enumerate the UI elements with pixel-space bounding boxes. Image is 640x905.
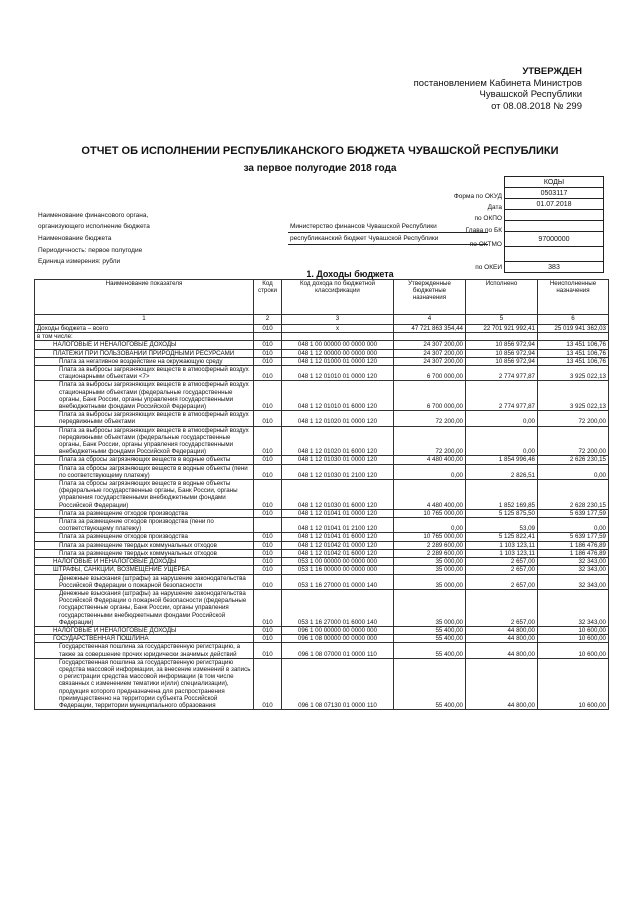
cell-approved: 72 200,00 xyxy=(394,426,466,456)
cell-name: Плата за размещение отходов производства xyxy=(35,533,254,541)
cell-approved: 2 289 600,00 xyxy=(394,541,466,549)
cell-unexecuted: 13 451 106,76 xyxy=(538,357,609,365)
cell-approved: 24 307 200,00 xyxy=(394,341,466,349)
org-label-2: организующего исполнение бюджета xyxy=(38,223,150,230)
table-row xyxy=(35,456,609,464)
cell-executed: 44 800,00 xyxy=(466,643,538,658)
cell-unexecuted: 13 451 106,76 xyxy=(538,341,609,349)
cell-executed: 2 657,00 xyxy=(466,558,538,566)
cell-approved: 55 400,00 xyxy=(394,626,466,634)
cell-executed: 10 856 972,94 xyxy=(466,341,538,349)
cell-row-code: 010 xyxy=(254,509,282,517)
col-number: 5 xyxy=(466,315,538,325)
cell-unexecuted: 5 639 177,59 xyxy=(538,533,609,541)
cell-approved: 24 307 200,00 xyxy=(394,357,466,365)
table-row xyxy=(35,558,609,566)
cell-kbk: 048 1 12 00000 00 0000 000 xyxy=(282,349,394,357)
cell-name: Плата за выбросы загрязняющих веществ в атмосферный воздух стационарными объектами (федеральные государственные органы, Банк России, органы управления государственными внебюджетными фондами Российской Федерации) xyxy=(35,381,254,411)
cell-name: Плата за сбросы загрязняющих веществ в водные объекты xyxy=(35,456,254,464)
cell-kbk: 053 1 16 00000 00 0000 000 xyxy=(282,566,394,574)
cell-kbk: 048 1 12 01000 01 0000 120 xyxy=(282,357,394,365)
cell-kbk: 053 1 00 00000 00 0000 000 xyxy=(282,558,394,566)
cell-kbk: 048 1 12 01041 01 6000 120 xyxy=(282,533,394,541)
cell-kbk: 096 1 08 07130 01 0000 110 xyxy=(282,658,394,709)
cell-executed: 44 800,00 xyxy=(466,658,538,709)
cell-row-code: 010 xyxy=(254,366,282,381)
cell-unexecuted: 5 639 177,59 xyxy=(538,509,609,517)
table-row xyxy=(35,643,609,658)
table-row xyxy=(35,366,609,381)
cell-executed: 44 800,00 xyxy=(466,635,538,643)
period-label: Периодичность: первое полугодие xyxy=(38,247,143,254)
col-name-header: Наименование показателя xyxy=(35,280,254,315)
table-row xyxy=(35,464,609,479)
cell-approved: 6 700 000,00 xyxy=(394,366,466,381)
cell-name: Плата за негативное воздействие на окружающую среду xyxy=(35,357,254,365)
approval-block xyxy=(322,66,582,112)
table-row xyxy=(35,325,609,333)
org-value: Министерство финансов Чувашской Республики xyxy=(290,223,437,230)
cell-row-code: 010 xyxy=(254,541,282,549)
cell-approved: 35 000,00 xyxy=(394,574,466,589)
cell-executed: 10 856 972,94 xyxy=(466,349,538,357)
cell-name: НАЛОГОВЫЕ И НЕНАЛОГОВЫЕ ДОХОДЫ xyxy=(35,558,254,566)
cell-row-code: 010 xyxy=(254,643,282,658)
code-bk xyxy=(505,221,604,232)
cell-unexecuted: 72 200,00 xyxy=(538,426,609,456)
table-row xyxy=(35,589,609,626)
budget-label: Наименование бюджета xyxy=(38,235,112,242)
cell-kbk: 048 1 12 01042 01 6000 120 xyxy=(282,549,394,557)
cell-approved: 55 400,00 xyxy=(394,658,466,709)
approval-line-3: Чувашской Республики xyxy=(479,89,582,100)
cell-unexecuted: 32 343,00 xyxy=(538,574,609,589)
cell-name: НАЛОГОВЫЕ И НЕНАЛОГОВЫЕ ДОХОДЫ xyxy=(35,341,254,349)
codes-box xyxy=(504,176,604,273)
code-blank xyxy=(505,247,604,262)
cell-name: НАЛОГОВЫЕ И НЕНАЛОГОВЫЕ ДОХОДЫ xyxy=(35,626,254,634)
code-okud: 0503117 xyxy=(505,188,604,199)
cell-row-code: 010 xyxy=(254,357,282,365)
cell-unexecuted: 0,00 xyxy=(538,464,609,479)
cell-kbk: 053 1 16 27000 01 6000 140 xyxy=(282,589,394,626)
cell-unexecuted: 10 600,00 xyxy=(538,658,609,709)
col-kbk-header: Код дохода по бюджетной классификации xyxy=(282,280,394,315)
table-row xyxy=(35,518,609,533)
cell-name: Плата за размещение отходов производства (пени по соответствующему платежу) xyxy=(35,518,254,533)
cell-name: Денежные взыскания (штрафы) за нарушение законодательства Российской Федерации о пожарной безопасности xyxy=(35,574,254,589)
budget-underline xyxy=(288,244,488,245)
approval-line-1: УТВЕРЖДЕН xyxy=(522,66,582,77)
col-unexecuted-header: Неисполненные назначения xyxy=(538,280,609,315)
bk-label: Глава по БК xyxy=(465,227,502,234)
cell-row-code: 010 xyxy=(254,411,282,426)
cell-name: Плата за выбросы загрязняющих веществ в атмосферный воздух стационарными объектами <7> xyxy=(35,366,254,381)
cell-executed: 2 657,00 xyxy=(466,589,538,626)
cell-name: Плата за сбросы загрязняющих веществ в водные объекты (пени по соответствующему платежу) xyxy=(35,464,254,479)
cell-approved: 55 400,00 xyxy=(394,643,466,658)
cell-executed: 10 856 972,94 xyxy=(466,357,538,365)
cell-row-code: 010 xyxy=(254,566,282,574)
cell-unexecuted: 3 925 022,13 xyxy=(538,366,609,381)
cell-executed: 2 657,00 xyxy=(466,574,538,589)
cell-approved: 6 700 000,00 xyxy=(394,381,466,411)
unit-label: Единица измерения: рубли xyxy=(38,258,121,265)
income-table xyxy=(34,279,609,710)
cell-kbk: 048 1 12 01030 01 6000 120 xyxy=(282,480,394,510)
cell-unexecuted: 10 600,00 xyxy=(538,643,609,658)
cell-approved: 4 480 400,00 xyxy=(394,456,466,464)
cell-approved: 35 000,00 xyxy=(394,558,466,566)
table-row xyxy=(35,509,609,517)
cell-kbk: 096 1 08 07000 01 0000 110 xyxy=(282,643,394,658)
cell-approved: 24 307 200,00 xyxy=(394,349,466,357)
cell-unexecuted: 2 628 230,15 xyxy=(538,480,609,510)
cell-kbk: 048 1 12 01030 01 2100 120 xyxy=(282,464,394,479)
org-label-1: Наименование финансового органа, xyxy=(38,212,149,219)
cell-unexecuted: 2 626 230,15 xyxy=(538,456,609,464)
cell-name: Плата за выбросы загрязняющих веществ в атмосферный воздух передвижными объектами (федеральные государственные органы, Банк России, органы управления государственными внебюджетными фондами Российской Федерации) xyxy=(35,426,254,456)
cell-kbk: 048 1 12 01041 01 0000 120 xyxy=(282,509,394,517)
code-okpo xyxy=(505,210,604,221)
cell-unexecuted: 32 343,00 xyxy=(538,589,609,626)
cell-approved: 10 765 000,00 xyxy=(394,533,466,541)
cell-name: ПЛАТЕЖИ ПРИ ПОЛЬЗОВАНИИ ПРИРОДНЫМИ РЕСУРСАМИ xyxy=(35,349,254,357)
cell-row-code: 010 xyxy=(254,341,282,349)
cell-executed: 1 852 169,85 xyxy=(466,480,538,510)
cell-kbk: 048 1 12 01020 01 6000 120 xyxy=(282,426,394,456)
table-row xyxy=(35,426,609,456)
code-date: 01.07.2018 xyxy=(505,199,604,210)
col-code-header: Код строки xyxy=(254,280,282,315)
approval-line-4: от 08.08.2018 № 299 xyxy=(491,100,582,112)
cell-executed: 5 125 822,41 xyxy=(466,533,538,541)
cell-row-code: 010 xyxy=(254,426,282,456)
table-row xyxy=(35,411,609,426)
section-title: 1. Доходы бюджета xyxy=(306,269,394,279)
table-row xyxy=(35,357,609,365)
cell-name: Плата за размещение отходов производства xyxy=(35,509,254,517)
cell-kbk: 048 1 12 01020 01 0000 120 xyxy=(282,411,394,426)
cell-name: Плата за сбросы загрязняющих веществ в водные объекты (федеральные государственные органы, Банк России, органы управления государственными внебюджетными фондами Российской Федерации) xyxy=(35,480,254,510)
okpo-label: по ОКПО xyxy=(474,215,502,222)
cell-executed xyxy=(466,333,538,341)
cell-unexecuted: 1 186 476,89 xyxy=(538,541,609,549)
cell-kbk: 096 1 08 00000 00 0000 000 xyxy=(282,635,394,643)
cell-unexecuted: 1 186 476,89 xyxy=(538,549,609,557)
cell-approved: 35 000,00 xyxy=(394,589,466,626)
cell-row-code: 010 xyxy=(254,456,282,464)
cell-approved: 2 289 600,00 xyxy=(394,549,466,557)
cell-kbk: x xyxy=(282,325,394,333)
table-row xyxy=(35,626,609,634)
approval-line-2: постановлением Кабинета Министров xyxy=(413,77,582,89)
cell-approved: 47 721 863 354,44 xyxy=(394,325,466,333)
cell-row-code: 010 xyxy=(254,464,282,479)
cell-kbk: 096 1 00 00000 00 0000 000 xyxy=(282,626,394,634)
date-label: Дата xyxy=(487,204,502,211)
cell-row-code: 010 xyxy=(254,549,282,557)
cell-kbk xyxy=(282,333,394,341)
cell-executed: 5 125 875,50 xyxy=(466,509,538,517)
cell-approved: 4 480 400,00 xyxy=(394,480,466,510)
cell-unexecuted: 32 343,00 xyxy=(538,558,609,566)
okei-label: по ОКЕИ xyxy=(475,264,502,271)
cell-row-code: 010 xyxy=(254,558,282,566)
cell-unexecuted: 0,00 xyxy=(538,518,609,533)
cell-row-code: 010 xyxy=(254,349,282,357)
col-number: 2 xyxy=(254,315,282,325)
cell-row-code: 010 xyxy=(254,658,282,709)
cell-kbk: 048 1 12 01041 01 2100 120 xyxy=(282,518,394,533)
cell-row-code: 010 xyxy=(254,381,282,411)
cell-row-code: 010 xyxy=(254,325,282,333)
cell-unexecuted: 10 600,00 xyxy=(538,635,609,643)
table-row xyxy=(35,541,609,549)
cell-name: в том числе: xyxy=(35,333,254,341)
cell-executed: 2 774 977,87 xyxy=(466,381,538,411)
cell-executed: 1 103 123,11 xyxy=(466,541,538,549)
cell-executed: 53,09 xyxy=(466,518,538,533)
cell-executed: 0,00 xyxy=(466,426,538,456)
cell-row-code: 010 xyxy=(254,574,282,589)
cell-executed: 22 701 921 992,41 xyxy=(466,325,538,333)
cell-approved: 35 000,00 xyxy=(394,566,466,574)
cell-row-code xyxy=(254,518,282,533)
table-row xyxy=(35,635,609,643)
cell-name: Государственная пошлина за государственную регистрацию, а также за совершение прочих юридически значимых действий xyxy=(35,643,254,658)
cell-name: Плата за размещение твердых коммунальных отходов xyxy=(35,541,254,549)
cell-approved: 0,00 xyxy=(394,518,466,533)
table-row xyxy=(35,574,609,589)
cell-row-code: 010 xyxy=(254,635,282,643)
org-underline xyxy=(288,232,488,233)
cell-approved: 72 200,00 xyxy=(394,411,466,426)
cell-kbk: 048 1 12 01030 01 0000 120 xyxy=(282,456,394,464)
cell-row-code: 010 xyxy=(254,626,282,634)
cell-kbk: 048 1 12 01042 01 0000 120 xyxy=(282,541,394,549)
cell-approved: 10 765 000,00 xyxy=(394,509,466,517)
col-number: 1 xyxy=(35,315,254,325)
cell-row-code: 010 xyxy=(254,589,282,626)
cell-name: Государственная пошлина за государственную регистрацию средства массовой информации, за внесение изменений в запись о регистрации средства массовой информации (в том числе связанных с изменением тематики и(или) специализации), продукция которого предназначена для распространения преимущественно на территории субъекта Российской Федерации, территории муниципального образования xyxy=(35,658,254,709)
col-number: 4 xyxy=(394,315,466,325)
cell-unexecuted: 72 200,00 xyxy=(538,411,609,426)
cell-kbk: 053 1 16 27000 01 0000 140 xyxy=(282,574,394,589)
cell-name: Денежные взыскания (штрафы) за нарушение законодательства Российской Федерации о пожарной безопасности (федеральные государственные органы, Банк России, органы управления государственными внебюджетными фондами Российской Федерации) xyxy=(35,589,254,626)
cell-approved: 0,00 xyxy=(394,464,466,479)
cell-executed: 44 800,00 xyxy=(466,626,538,634)
cell-executed: 1 854 996,46 xyxy=(466,456,538,464)
table-row xyxy=(35,381,609,411)
table-row xyxy=(35,349,609,357)
table-row xyxy=(35,566,609,574)
col-executed-header: Исполнено xyxy=(466,280,538,315)
cell-executed: 1 103 123,11 xyxy=(466,549,538,557)
cell-kbk: 048 1 12 01010 01 6000 120 xyxy=(282,381,394,411)
cell-unexecuted xyxy=(538,333,609,341)
code-oktmo: 97000000 xyxy=(505,232,604,247)
cell-kbk: 048 1 12 01010 01 0000 120 xyxy=(282,366,394,381)
oktmo-label: по ОКТМО xyxy=(469,241,502,248)
table-row xyxy=(35,658,609,709)
cell-executed: 2 657,00 xyxy=(466,566,538,574)
table-row xyxy=(35,533,609,541)
cell-row-code: 010 xyxy=(254,480,282,510)
cell-name: ШТРАФЫ, САНКЦИИ, ВОЗМЕЩЕНИЕ УЩЕРБА xyxy=(35,566,254,574)
table-row xyxy=(35,480,609,510)
cell-row-code xyxy=(254,333,282,341)
cell-approved xyxy=(394,333,466,341)
code-okei: 383 xyxy=(505,262,604,273)
report-period: за первое полугодие 2018 года xyxy=(243,163,397,174)
cell-unexecuted: 13 451 106,76 xyxy=(538,349,609,357)
col-approved-header: Утвержденные бюджетные назначения xyxy=(394,280,466,315)
okud-label: Форма по ОКУД xyxy=(453,193,502,200)
report-title: ОТЧЕТ ОБ ИСПОЛНЕНИИ РЕСПУБЛИКАНСКОГО БЮДЖЕТА ЧУВАШСКОЙ РЕСПУБЛИКИ xyxy=(81,145,559,157)
codes-header: КОДЫ xyxy=(505,177,604,188)
cell-name: Доходы бюджета – всего xyxy=(35,325,254,333)
table-row xyxy=(35,333,609,341)
cell-executed: 2 826,51 xyxy=(466,464,538,479)
cell-executed: 2 774 977,87 xyxy=(466,366,538,381)
cell-unexecuted: 32 343,00 xyxy=(538,566,609,574)
col-number: 3 xyxy=(282,315,394,325)
cell-unexecuted: 25 019 941 362,03 xyxy=(538,325,609,333)
table-row xyxy=(35,341,609,349)
budget-value: республиканский бюджет Чувашской Республики xyxy=(290,235,439,242)
cell-unexecuted: 10 600,00 xyxy=(538,626,609,634)
cell-kbk: 048 1 00 00000 00 0000 000 xyxy=(282,341,394,349)
cell-unexecuted: 3 925 022,13 xyxy=(538,381,609,411)
cell-row-code: 010 xyxy=(254,533,282,541)
table-row xyxy=(35,549,609,557)
cell-approved: 55 400,00 xyxy=(394,635,466,643)
cell-executed: 0,00 xyxy=(466,411,538,426)
cell-name: Плата за размещение твердых коммунальных отходов xyxy=(35,549,254,557)
cell-name: ГОСУДАРСТВЕННАЯ ПОШЛИНА xyxy=(35,635,254,643)
col-number: 6 xyxy=(538,315,609,325)
cell-name: Плата за выбросы загрязняющих веществ в атмосферный воздух передвижными объектами xyxy=(35,411,254,426)
